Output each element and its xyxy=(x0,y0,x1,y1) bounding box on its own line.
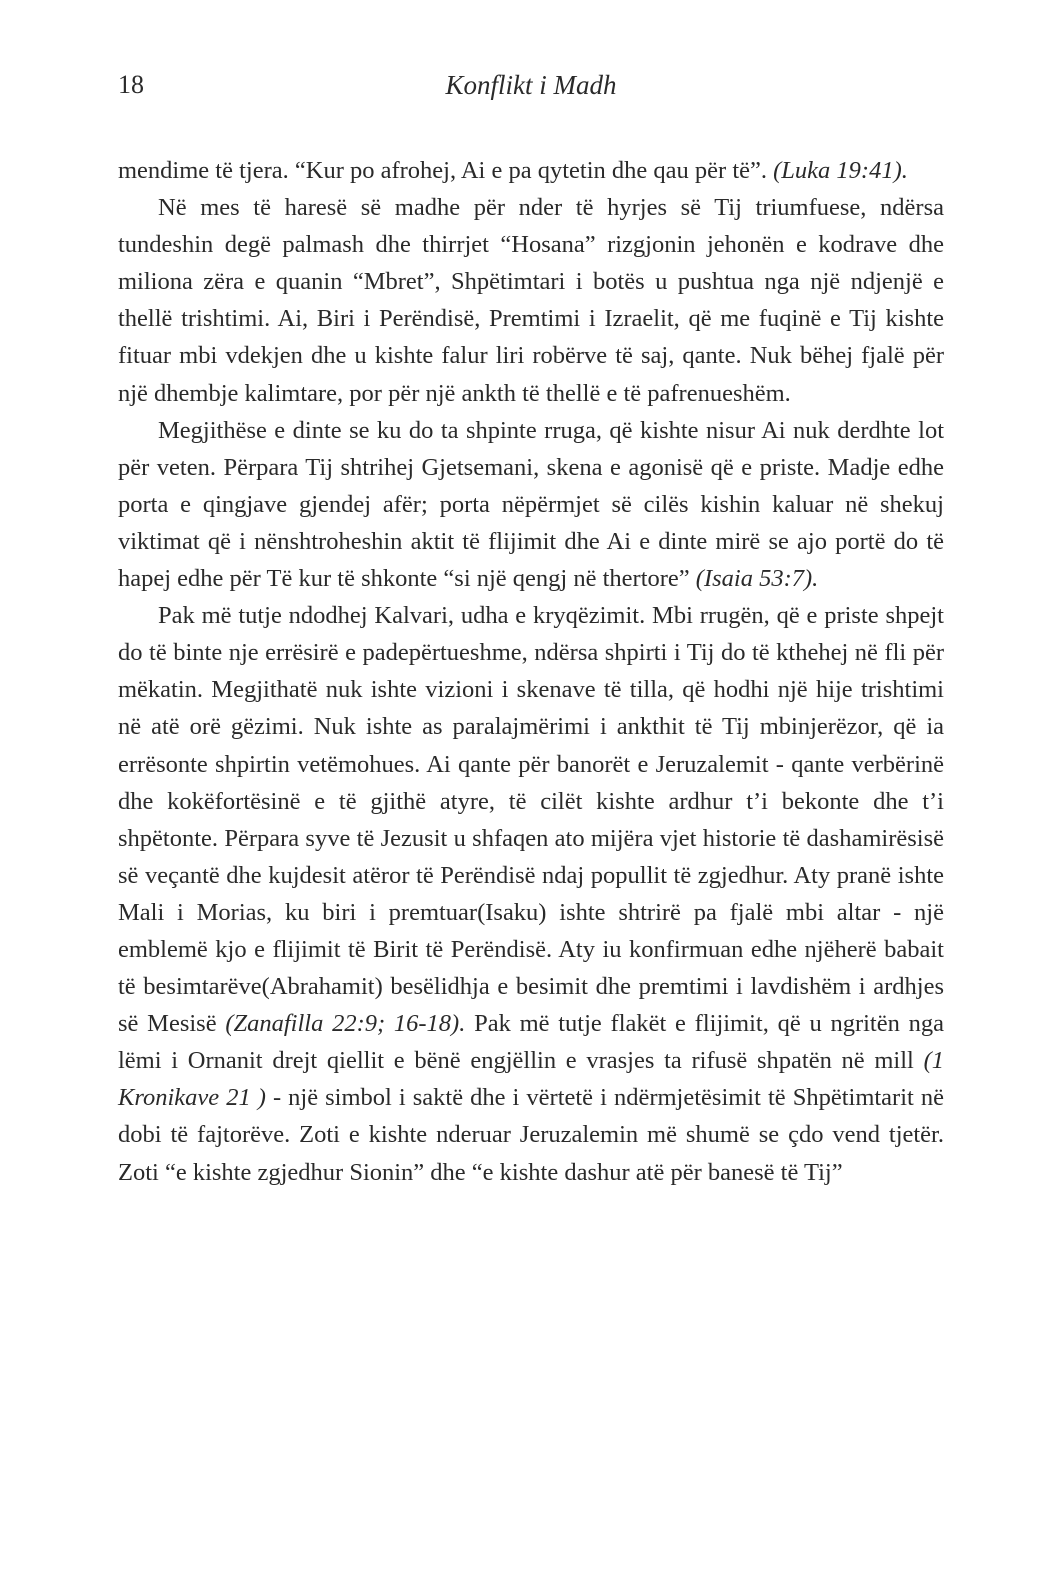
running-title: Konflikt i Madh xyxy=(445,70,617,100)
paragraph-text: mendime të tjera. “Kur po afrohej, Ai e pa qytetin dhe qau për të”. xyxy=(118,157,774,184)
scripture-reference: (1 Kronikave 21 ) xyxy=(118,1047,944,1112)
scripture-reference: (Isaia 53:7). xyxy=(695,565,819,593)
scripture-reference: (Zanafilla 22:9; 16-18). xyxy=(225,1010,466,1038)
paragraph-text: Megjithëse e dinte se ku do ta shpinte rruga, që kishte nisur Ai nuk derdhte lot për veten. Përpara Tij shtrihej Gjetsemani, skena e agonisë që e priste. Madje edhe porta e qingjave gjendej afër; porta nëpërmjet së cilës kishin kaluar në shekuj viktimat që i nënshtroheshin aktit të flijimit dhe Ai e dinte mirë se ajo portë do të hapej edhe për Të kur të shkonte “si një qengj në thertore” xyxy=(118,416,944,593)
page-header xyxy=(118,70,944,106)
body-text xyxy=(118,152,944,1191)
page-number: 18 xyxy=(118,70,144,99)
paragraph-text: Pak më tutje ndodhej Kalvari, udha e kryqëzimit. Mbi rrugën, që e priste shpejt do të binte nje errësirë e padepërtueshme, ndërsa shpirti i Tij do të kthehej në fli për mëkatin. Megjithatë nuk ishte vizioni i skenave të tilla, që hodhi një hije trishtimi në atë orë gëzimi. Nuk ishte as paralajmërimi i ankthit të Tij mbinjerëzor, që ia errësonte shpirtin vetëmohues. Ai qante për banorët e Jeruzalemit - qante verbërinë dhe kokëfortësinë e të gjithë atyre, të cilët kishte ardhur t’i bekonte dhe t’i shpëtonte. Përpara syve të Jezusit u shfaqen ato mijëra vjet historie të dashamirësisë së veçantë dhe kujdesit atëror të Perëndisë ndaj popullit të zgjedhur. Aty pranë ishte Mali i Morias, ku biri i premtuar(Isaku) ishte shtrirë pa fjalë mbi altar - një emblemë kjo e flijimit të Birit të Perëndisë. Aty iu konfirmuan edhe njëherë babait të besimtarëve(Abrahamit) besëlidhja e besimit dhe premtimi i lavdishëm i ardhjes së Mesisë xyxy=(118,602,944,1038)
paragraph-text: - një simbol i saktë dhe i vërtetë i ndërmjetësimit të Shpëtimtarit në dobi të fajtorëve. Zoti e kishte nderuar Jeruzalemin më shumë se çdo vend tjetër. Zoti “e kishte zgjedhur Sionin” dhe “e kishte dashur atë për banesë të Tij” xyxy=(118,1084,944,1186)
scripture-reference: (Luka 19:41). xyxy=(773,157,908,184)
paragraph xyxy=(118,152,944,189)
paragraph xyxy=(118,189,944,412)
paragraph xyxy=(118,597,944,1191)
paragraph-text: Pak më tutje flakët e flijimit, që u ngritën nga lëmi i Ornanit drejt qiellit e bënë engjëllin e vrasjes ta rifusë shpatën në mill xyxy=(118,1010,944,1075)
paragraph-text: Në mes të haresë së madhe për nder të hyrjes së Tij triumfuese, ndërsa tundeshin degë palmash dhe thirrjet “Hosana” rizgjonin jehonën e kodrave dhe miliona zëra e quanin “Mbret”, Shpëtimtari i botës u pushtua nga një ndjenjë e thellë trishtimi. Ai, Biri i Perëndisë, Premtimi i Izraelit, që me fuqinë e Tij kishte fituar mbi vdekjen dhe u kishte falur liri robërve të saj, qante. Nuk bëhej fjalë për një dhembje kalimtare, por për një ankth të thellë e të pafrenueshëm. xyxy=(118,194,944,407)
paragraph xyxy=(118,412,944,597)
